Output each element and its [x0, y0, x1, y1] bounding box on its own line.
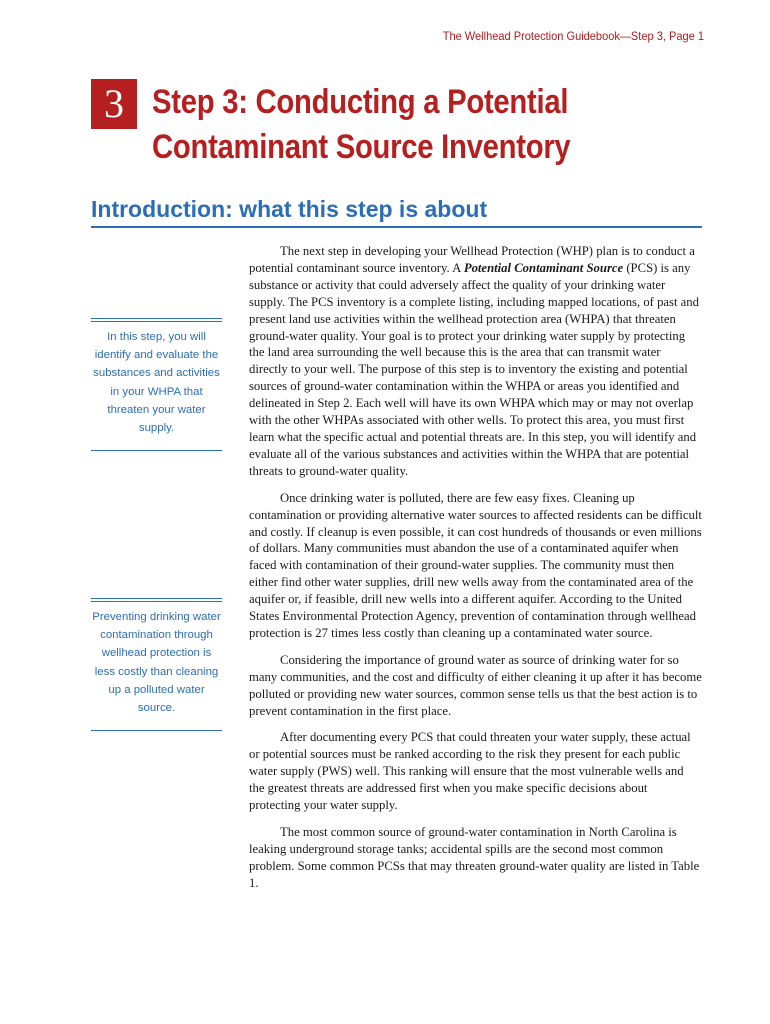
sidebar-rule-top: [91, 318, 222, 322]
defined-term: Potential Contaminant Source: [463, 260, 624, 275]
section-rule: [91, 226, 702, 228]
body-paragraph-5: The most common source of ground-water contamination in North Carolina is leaking underground storage tanks; accidental spills are the second most common problem. Some common PCSs that may threaten ground-water quality are listed in Table 1.: [249, 825, 700, 890]
sidebar-note-text: Preventing drinking water contamination through wellhead protection is less costly than cleaning up a polluted water source.: [92, 611, 221, 715]
sidebar-note-text: In this step, you will identify and evaluate the substances and activities in your WHPA that threaten your water supply.: [93, 331, 220, 435]
sidebar-note-1: [91, 318, 222, 451]
body-text: [249, 243, 702, 902]
chapter-title: Step 3: Conducting a Potential Contaminant Source Inventory: [152, 83, 571, 166]
body-paragraph-4: After documenting every PCS that could threaten your water supply, these actual or potential sources must be ranked according to the risk they present for each public water supply (PWS) well. This ranking will ensure that the most vulnerable wells and the greatest threats are addressed first when you make specific decisions about protecting your water supply.: [249, 730, 691, 813]
running-header: The Wellhead Protection Guidebook—Step 3, Page 1: [442, 29, 704, 43]
section-heading: Introduction: what this step is about: [91, 196, 488, 222]
paragraph-text: (PCS) is any substance or activity that could adversely affect the quality of your drinking water supply. The PCS inventory is a complete listing, including mapped locations, of past and present land use activities within the wellhead protection area (WHPA) that threaten ground-water quality. Your goal is to protect your drinking water supply by protecting the land area surrounding the well because this is the area that can transmit water directly to your well. The purpose of this step is to inventory the existing and potential sources of ground-water contamination within the WHPA or areas you identified and delineated in Step 2. Each well will have its own WHPA which may or may not overlap with the other WHPAs associated with other wells. To protect this area, you must first learn what the specific actual and potential threats are. In this step, you will identify and evaluate all of the various substances and activities within the WHPA that are potential threats to ground-water quality.: [249, 260, 699, 478]
body-paragraph-1: [249, 243, 702, 480]
sidebar-rule-top: [91, 598, 222, 602]
paragraph-text: The next step in developing your Wellhead Protection (WHP) plan is to conduct a potential contaminant source inventory. A: [249, 244, 695, 275]
sidebar-note-2: [91, 598, 222, 731]
sidebar-rule-bottom: [91, 450, 222, 451]
body-paragraph-2: Once drinking water is polluted, there are few easy fixes. Cleaning up contamination or providing alternative water sources to affected residents can be difficult and costly. If cleanup is even possible, it can cost hundreds of thousands or even millions of dollars. Many communities must abandon the use of a contaminated aquifer when faced with contamination of their ground-water supplies. The community must then either find other water supplies, drill new wells away from the contaminated area of the aquifer or, if feasible, drill new wells into a different aquifer. According to the United States Environmental Protection Agency, prevention of contamination through wellhead protection is 27 times less costly than cleaning up a contaminated water source.: [249, 490, 702, 640]
sidebar-rule-bottom: [91, 730, 222, 731]
body-paragraph-3: Considering the importance of ground water as source of drinking water for so many communities, and the cost and difficulty of either cleaning it up after it has become polluted or providing new water sources, common sense tells us that the best action is to prevent contamination in the first place.: [249, 652, 702, 718]
chapter-number-badge: 3: [91, 79, 137, 129]
